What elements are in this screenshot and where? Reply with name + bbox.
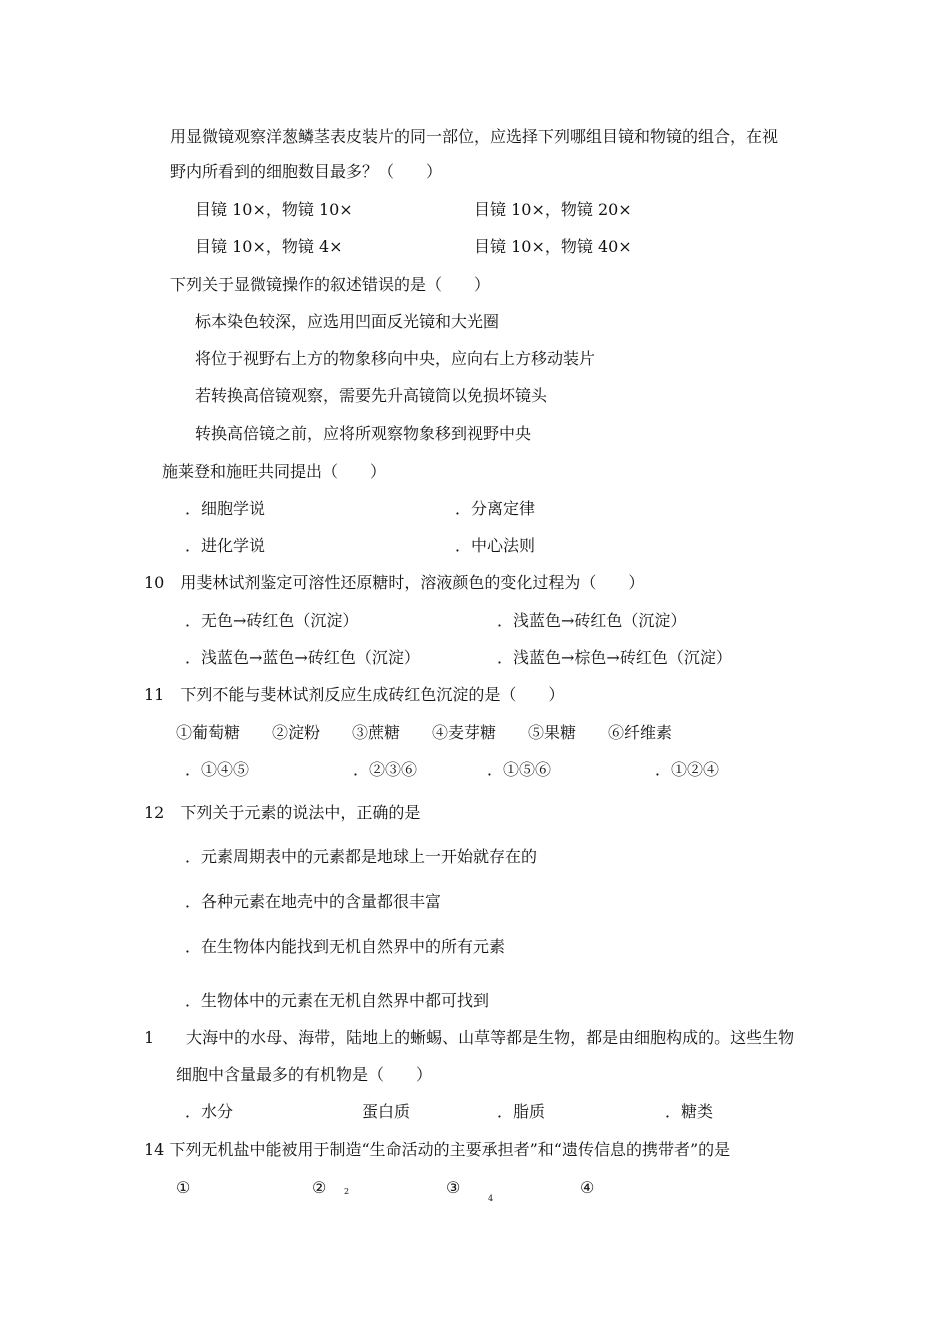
option: ．中心法则 bbox=[455, 536, 536, 555]
option: ② bbox=[312, 1178, 327, 1197]
q-stem-line: 1 大海中的水母、海带，陆地上的蜥蜴、山草等都是生物，都是由细胞构成的。这些生物 bbox=[144, 1028, 795, 1047]
q-stem-line: 10 用斐林试剂鉴定可溶性还原糖时，溶液颜色的变化过程为（ ） bbox=[144, 573, 645, 592]
option: ．②③⑥ bbox=[353, 760, 418, 779]
q-stem-line: 细胞中含量最多的有机物是（ ） bbox=[176, 1065, 433, 1084]
option: ．脂质 bbox=[497, 1102, 546, 1121]
option: ．①⑤⑥ bbox=[487, 760, 552, 779]
option: ③ bbox=[446, 1178, 461, 1197]
option: 目镜 10×，物镜 10× bbox=[195, 200, 353, 219]
option: ．进化学说 bbox=[185, 536, 266, 555]
option: ．在生物体内能找到无机自然界中的所有元素 bbox=[185, 937, 506, 956]
q-stem-line: 用显微镜观察洋葱鳞茎表皮装片的同一部位，应选择下列哪组目镜和物镜的组合，在视 bbox=[170, 127, 779, 146]
q-stem-line: 14 下列无机盐中能被用于制造“生命活动的主要承担者”和“遗传信息的携带者”的是 bbox=[144, 1140, 731, 1159]
option: ．细胞学说 bbox=[185, 499, 266, 518]
q-stem-line: 12 下列关于元素的说法中，正确的是 bbox=[144, 803, 421, 822]
option: 目镜 10×，物镜 40× bbox=[474, 237, 632, 256]
q-stem-line: 野内所看到的细胞数目最多？（ ） bbox=[170, 162, 443, 181]
option: ．①④⑤ bbox=[185, 760, 250, 779]
option: 转换高倍镜之前，应将所观察物象移到视野中央 bbox=[195, 424, 532, 443]
subscript-mark: 2 bbox=[344, 1187, 350, 1196]
option: 目镜 10×，物镜 4× bbox=[195, 237, 343, 256]
option: ④ bbox=[580, 1178, 595, 1197]
item-list: ①葡萄糖 ②淀粉 ③蔗糖 ④麦芽糖 ⑤果糖 ⑥纤维素 bbox=[176, 723, 673, 742]
option: 若转换高倍镜观察，需要先升高镜筒以免损坏镜头 bbox=[195, 386, 548, 405]
option: ．各种元素在地壳中的含量都很丰富 bbox=[185, 892, 442, 911]
option: 标本染色较深，应选用凹面反光镜和大光圈 bbox=[195, 312, 500, 331]
option: ．无色→砖红色（沉淀） bbox=[185, 611, 359, 630]
option: ．糖类 bbox=[665, 1102, 714, 1121]
q-stem-line: 施莱登和施旺共同提出（ ） bbox=[162, 462, 387, 481]
option: ．水分 bbox=[185, 1102, 234, 1121]
subscript-mark: 4 bbox=[488, 1194, 494, 1203]
option: ．浅蓝色→棕色→砖红色（沉淀） bbox=[497, 648, 732, 667]
option: 目镜 10×，物镜 20× bbox=[474, 200, 632, 219]
option: ① bbox=[176, 1178, 191, 1197]
option: ．①②④ bbox=[655, 760, 720, 779]
option: ．浅蓝色→蓝色→砖红色（沉淀） bbox=[185, 648, 420, 667]
q-stem-line: 11 下列不能与斐林试剂反应生成砖红色沉淀的是（ ） bbox=[144, 685, 565, 704]
option: ．元素周期表中的元素都是地球上一开始就存在的 bbox=[185, 847, 538, 866]
option: 蛋白质 bbox=[362, 1102, 411, 1121]
q-stem-line: 下列关于显微镜操作的叙述错误的是（ ） bbox=[170, 275, 491, 294]
option: ．生物体中的元素在无机自然界中都可找到 bbox=[185, 991, 490, 1010]
option: ．浅蓝色→砖红色（沉淀） bbox=[497, 611, 687, 630]
option: ．分离定律 bbox=[455, 499, 536, 518]
option: 将位于视野右上方的物象移向中央，应向右上方移动装片 bbox=[195, 349, 596, 368]
